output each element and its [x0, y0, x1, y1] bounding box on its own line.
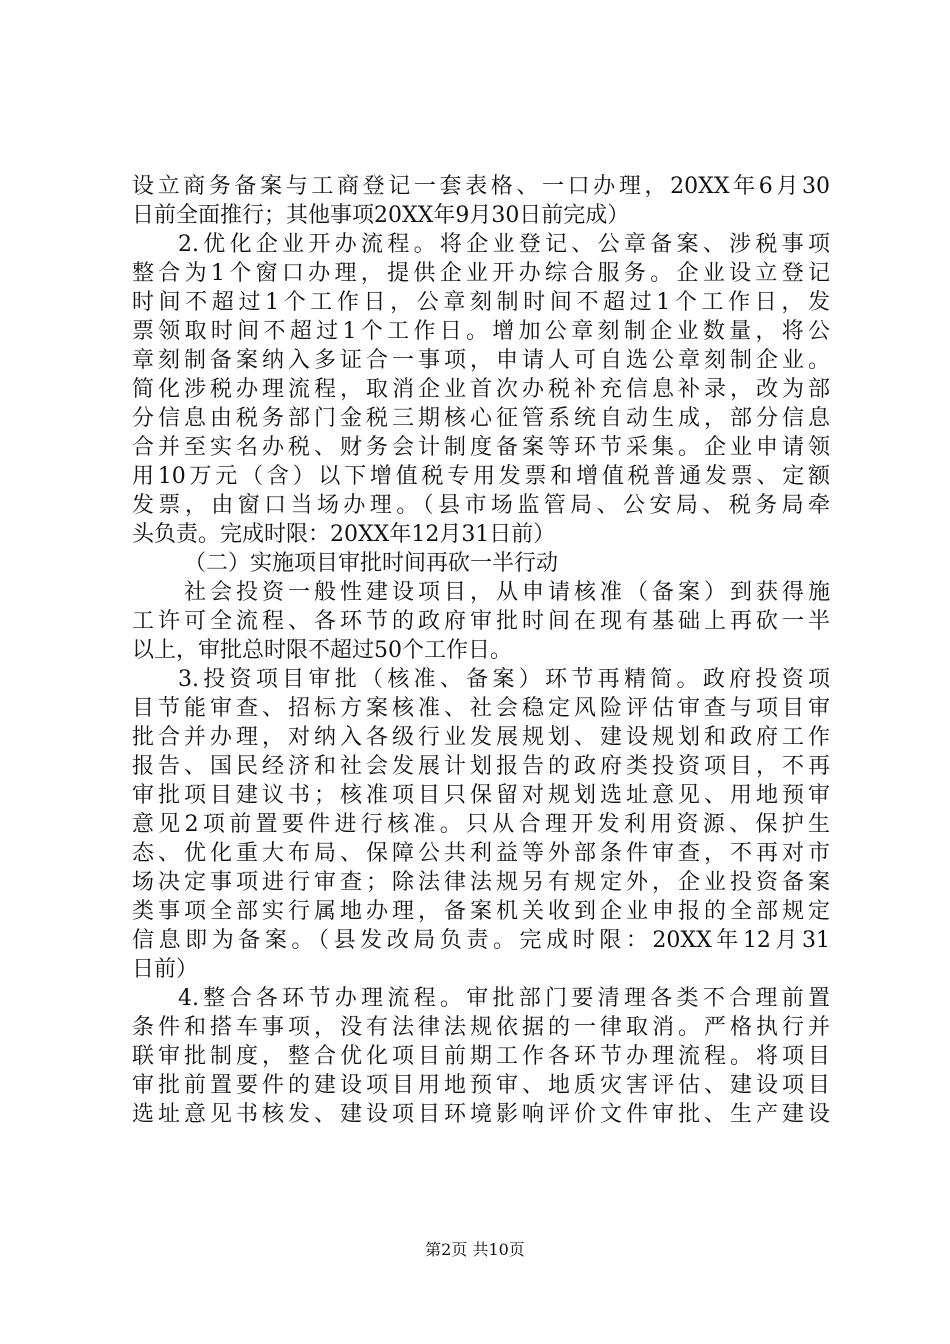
text-line: 4.整合各环节办理流程。审批部门要清理各类不合理前置 [178, 986, 830, 1011]
text-line: 3.投资项目审批（核准、备案）环节再精简。政府投资项 [178, 667, 830, 692]
text-line: 用10万元（含）以下增值税专用发票和增值税普通发票、定额 [132, 464, 830, 489]
text-line: 分信息由税务部门金税三期核心征管系统自动生成，部分信息 [132, 406, 830, 431]
text-line: 信息即为备案。（县发改局负责。完成时限：20XX年12月31 [132, 928, 830, 953]
text-line: 批合并办理，对纳入各级行业发展规划、建设规划和政府工作 [132, 725, 830, 750]
text-line: 报告、国民经济和社会发展计划报告的政府类投资项目，不再 [132, 754, 830, 779]
text-line: 合并至实名办税、财务会计制度备案等环节采集。企业申请领 [132, 435, 830, 460]
text-line: 简化涉税办理流程，取消企业首次办税补充信息补录，改为部 [132, 377, 830, 402]
text-line: 社会投资一般性建设项目，从申请核准（备案）到获得施 [184, 580, 830, 605]
text-line: 条件和搭车事项，没有法律法规依据的一律取消。严格执行并 [132, 1015, 830, 1040]
section-heading: （二）实施项目审批时间再砍一半行动 [184, 551, 559, 576]
text-line: 选址意见书核发、建设项目环境影响评价文件审批、生产建设 [132, 1102, 830, 1127]
text-line: 以上，审批总时限不超过50个工作日。 [132, 638, 512, 663]
text-line: 整合为1个窗口办理，提供企业开办综合服务。企业设立登记 [132, 261, 830, 286]
text-line: 发票，由窗口当场办理。（县市场监管局、公安局、税务局牵 [132, 493, 830, 518]
document-body [132, 172, 830, 1129]
text-line: 目节能审查、招标方案核准、社会稳定风险评估审查与项目审 [132, 696, 830, 721]
text-line: 票领取时间不超过1个工作日。增加公章刻制企业数量，将公 [132, 319, 830, 344]
text-line: 联审批制度，整合优化项目前期工作各环节办理流程。将项目 [132, 1044, 830, 1069]
text-line: 工许可全流程、各环节的政府审批时间在现有基础上再砍一半 [132, 609, 830, 634]
text-line: 章刻制备案纳入多证合一事项，申请人可自选公章刻制企业。 [132, 348, 830, 373]
text-line: 设立商务备案与工商登记一套表格、一口办理，20XX年6月30 [132, 174, 830, 199]
text-line: 意见2项前置要件进行核准。只从合理开发利用资源、保护生 [132, 812, 830, 837]
page-number: 第2页 共10页 [425, 1240, 525, 1259]
text-line: 审批前置要件的建设项目用地预审、地质灾害评估、建设项目 [132, 1073, 830, 1098]
text-line: 态、优化重大布局、保障公共利益等外部条件审查，不再对市 [132, 841, 830, 866]
text-line: 类事项全部实行属地办理，备案机关收到企业申报的全部规定 [132, 899, 830, 924]
text-line: 审批项目建议书；核准项目只保留对规划选址意见、用地预审 [132, 783, 830, 808]
text-line: 头负责。完成时限：20XX年12月31日前） [132, 522, 556, 547]
text-line: 场决定事项进行审查；除法律法规另有规定外，企业投资备案 [132, 870, 830, 895]
text-line: 日前全面推行；其他事项20XX年9月30日前完成） [132, 203, 630, 228]
text-line: 日前） [132, 957, 199, 982]
text-line: 2.优化企业开办流程。将企业登记、公章备案、涉税事项 [178, 232, 830, 257]
text-line: 时间不超过1个工作日，公章刻制时间不超过1个工作日，发 [132, 290, 830, 315]
